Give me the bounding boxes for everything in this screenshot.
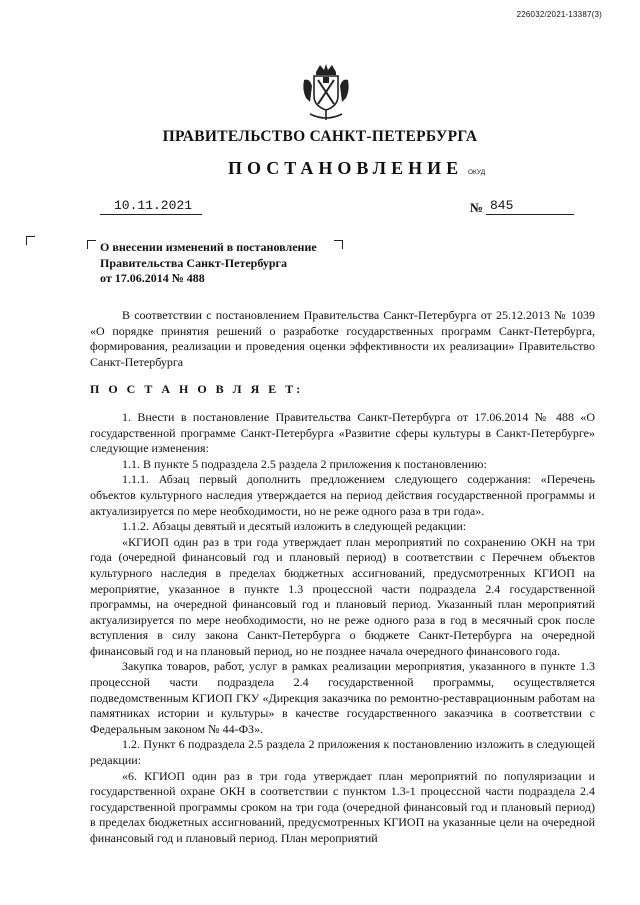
subject-line: Правительства Санкт-Петербурга <box>100 255 288 270</box>
document-registration-number: 226032/2021-13387(3) <box>516 10 602 19</box>
margin-corner-mark <box>26 236 35 245</box>
decree-heading: П О С Т А Н О В Л Я Е Т: <box>90 382 304 397</box>
document-type-heading: ПОСТАНОВЛЕНИЕ <box>228 158 464 178</box>
st-petersburg-coat-of-arms-icon <box>300 62 352 122</box>
document-body <box>90 308 595 847</box>
clause-1: 1. Внести в постановление Правительства Санкт-Петербурга от 17.06.2014 № 488 «О государственной программе Санкт-Петербурга «Развитие сферы культуры в Санкт-Петербурге» следующие изменения: <box>90 409 595 456</box>
clause-1-1: 1.1. В пункте 5 подраздела 2.5 раздела 2 приложения к постановлению: <box>122 456 487 471</box>
document-date: 10.11.2021 <box>100 198 202 215</box>
document-subject <box>100 240 350 287</box>
subject-line: О внесении изменений в постановление <box>100 240 317 254</box>
subject-line: от 17.06.2014 № 488 <box>100 271 205 285</box>
document-number: 845 <box>486 198 574 215</box>
clause-1-1-2: 1.1.2. Абзацы девятый и десятый изложить в следующей редакции: <box>122 519 467 534</box>
quoted-paragraph: «6. КГИОП один раз в три года утверждает план мероприятий по популяризации и государственной охране ОКН в соответствии с пунктом 1.3-1 процессной части подраздела 2.4 государственной программы сроком на три года (очередной финансовый год и плановый период) в пределах бюджетных ассигнований, предусмотренных КГИОП на указанные цели на очередной финансовый год и плановый период. План мероприятий <box>90 768 595 845</box>
clause-1-1-1: 1.1.1. Абзац первый дополнить предложением следующего содержания: «Перечень объектов культурного наследия утверждается на период действия государственной программы и актуализируется по мере необходимости, но не реже одного раза в три года». <box>90 472 595 518</box>
clause-1-2: 1.2. Пункт 6 подраздела 2.5 раздела 2 приложения к постановлению изложить в следующей редакции: <box>90 737 595 768</box>
government-title: ПРАВИТЕЛЬСТВО САНКТ-ПЕТЕРБУРГА <box>162 128 478 145</box>
number-label: № <box>470 200 484 215</box>
okud-label: ОКУД <box>468 169 486 176</box>
preamble-paragraph: В соответствии с постановлением Правительства Санкт-Петербурга от 25.12.2013 № 1039 «О порядке принятия решений о разработке государственных программ Санкт-Петербурга, формирования, реализации и проведения оценки эффективности их реализации» Правительство Санкт-Петербурга <box>90 308 595 369</box>
subject-bracket-left <box>87 240 96 249</box>
quoted-paragraph: «КГИОП один раз в три года утверждает план мероприятий по сохранению ОКН на три года (очередной финансовый год и плановый период) в соответствии с Перечнем объектов культурного наследия в пределах бюджетных ассигнований, предусмотренных КГИОП на мероприятие, указанное в пункте 1.3 процессной части подраздела 2.4 государственной программы, на очередной финансовый год и плановый период. Указанный план мероприятий актуализируется по мере необходимости, но не реже одного раза в год в месячный срок после вступления в силу закона Санкт-Петербурга о бюджете Санкт-Петербурга на очередной финансовый год и на плановый период, но не позднее начала очередного финансового года. <box>90 534 595 658</box>
quoted-paragraph: Закупка товаров, работ, услуг в рамках реализации мероприятия, указанного в пункте 1.3 процессной части подраздела 2.4 государственной программы, осуществляется подведомственным КГИОП ГКУ «Дирекция заказчика по ремонтно-реставрационным работам на памятниках истории и культуры» в качестве государственного заказчика в соответствии с Федеральным законом № 44-ФЗ». <box>90 659 595 736</box>
